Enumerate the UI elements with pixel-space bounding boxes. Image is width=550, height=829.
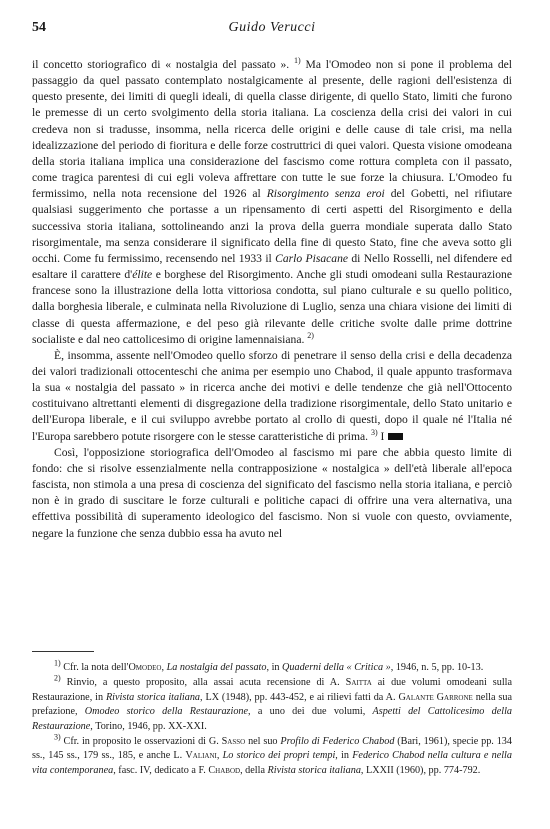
page-number: 54 <box>32 20 46 35</box>
footnote-2: $^{2)}$ Rinvio, a questo proposito, alla assai acuta recensione di A. Saitta ai due volumi omodeani sulla Restaurazione, in Rivista storica italiana, LX (1948), pp. 443-452, e ai rilievi fatti da A. Galante Garrone nella sua prefazione, Omodeo storico della Restaurazione, a uno dei due volumi, Aspetti del Cattolicesimo della Restaurazione, Torino, 1946, pp. XX-XXI. <box>32 674 513 732</box>
footnote-ref-1[interactable]: 1) <box>294 56 301 66</box>
footnote-divider <box>32 651 94 652</box>
main-text <box>32 57 512 542</box>
paragraph-1: il concetto storiografico di « nostalgia del passato ». $^{1)}$ Ma l'Omodeo non si pone il problema del passaggio da quel passato contemplato nostalgicamente al presente, delle ragioni dell'esistenza di questo presente, dei limiti di quegli ideali, di quella classe dirigente, di quello Stato, limiti che furono le premesse di un certo svolgimento della storia italiana. La coscienza della crisi dei valori in cui credeva non si tradusse, insomma, nella ricerca delle origini e delle cause di tale crisi, ma nella idealizzazione del periodo di fioritura e delle forze costruttrici di quei valori. Questa visione omodeana della storia italiana implica una considerazione del fascismo come rottura completa con il passato, come tragica parentesi di cui egli voleva affrettare con tutte le sue forze la chiusura. L'Omodeo fu fermissimo, nella nota recensione del 1926 al Risorgimento senza eroi del Gobetti, nel rifiutare qualsiasi suggerimento che portasse a un ripensamento di certi aspetti del Risorgimento e della successiva storia italiana, sottolineando anzi la prova della guerra mondiale superata dallo Stato risorgimentale, ma senza considerare il significato della fine di questo Stato, fine che aveva sotto gli occhi. Come fu fermissimo, recensendo nel 1933 il Carlo Pisacane di Nello Rosselli, nel difendere ed esaltare il carattere d'élite e borghese del Risorgimento. Anche gli studi omodeani sulla Restaurazione francese sono la illustrazione della lotta vittoriosa condotta, sul piano culturale e su quello politico, dalla borghesia liberale, e culminata nella Rivoluzione di Luglio, senza una chiara visione dei limiti di classe di questa affermazione, e del peso già rilevante delle critiche svolte dalle prime dottrine socialiste e dal neo cattolicesimo di origine lamennaisiana. $^{2)}$ <box>32 56 512 346</box>
footnote-1: $^{1)}$ Cfr. la nota dell'Omodeo, La nostalgia del passato, in Quaderni della « Critica », 1946, n. 5, pp. 10-13. <box>54 658 484 673</box>
footnote-3: $^{3)}$ Cfr. in proposito le osservazioni di G. Sasso nel suo Profilo di Federico Chabod (Bari, 1961), specie pp. 134 ss., 145 ss., 179 ss., 185, e anche L. Valiani, Lo storico dei propri tempi, in Federico Chabod nella cultura e nella vita contemporanea, fasc. IV, dedicato a F. Chabod, della Rivista storica italiana, LXXII (1960), pp. 774-792. <box>32 732 512 776</box>
paragraph-3: Così, l'opposizione storiografica dell'Omodeo al fascismo mi pare che abbia questo limite di fondo: che si risolve essenzialmente nella contrapposizione « nostalgica » dell'età liberale all'epoca fascista, non stimola a una presa di coscienza del significato del fascismo nella storia italiana, e perciò non è in grado di suscitare le forze culturali e politiche capaci di offrire una vera alternativa, una effettiva possibilità di superamento ideologico del fascismo. Non si vuole con questo, ovviamente, negare la funzione che senza dubbio essa ha avuto nel <box>32 445 512 540</box>
running-title: Guido Verucci <box>228 20 316 35</box>
footnote-ref-2[interactable]: 2) <box>307 330 314 340</box>
footnotes <box>32 658 513 779</box>
footnote-ref-3[interactable]: 3) <box>370 427 378 437</box>
paragraph-2: È, insomma, assente nell'Omodeo quello sforzo di penetrare il senso della crisi e della decadenza dei valori tradizionali ottocenteschi che anima per esempio uno Chabod, il quale appunto trasformava la sua « nostalgia del passato » in ricerca anche dei motivi e delle tendenze che già nell'Ottocento costituivano altrettanti elementi di disgregazione della tradizione risorgimentale, dello Stato unitario e dell'Europa liberale, e il cui sviluppo avrebbe portato al crollo di questi, dopo il quale né l'Italia né l'Europa sarebbero potute risorgere con le stesse caratteristiche di prima. $^{3)}$ I <box>32 348 512 443</box>
margin-mark <box>388 433 403 440</box>
page-header <box>32 20 512 38</box>
